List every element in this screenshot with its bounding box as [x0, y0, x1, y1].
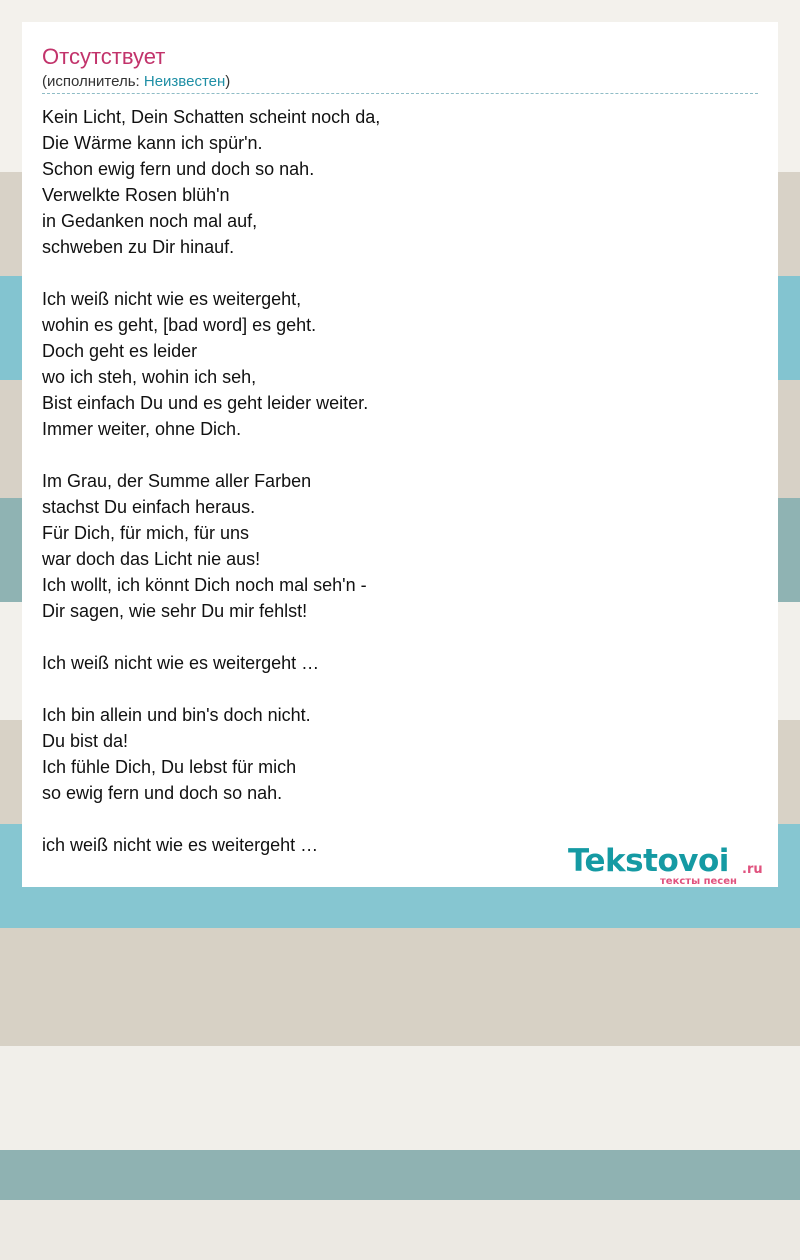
stanza-break — [42, 260, 758, 286]
lyric-line: Dir sagen, wie sehr Du mir fehlst! — [42, 601, 308, 621]
lyrics-card — [22, 22, 778, 887]
background-stripe — [0, 1150, 800, 1200]
logo-wordmark: Tekstovoi — [568, 843, 729, 879]
lyric-line: stachst Du einfach heraus. — [42, 497, 256, 517]
performer-line — [42, 73, 230, 91]
lyric-line: Immer weiter, ohne Dich. — [42, 419, 242, 439]
performer-suffix: ) — [225, 73, 231, 90]
stanza-break — [42, 676, 758, 702]
lyric-line: Ich bin allein und bin's doch nicht. — [42, 705, 311, 725]
lyric-line: war doch das Licht nie aus! — [42, 549, 261, 569]
lyric-line: Bist einfach Du und es geht leider weiter. — [42, 393, 369, 413]
stanza-break — [42, 442, 758, 468]
stanza-break — [42, 624, 758, 650]
site-logo[interactable] — [568, 842, 778, 890]
lyric-line: Im Grau, der Summe aller Farben — [42, 471, 312, 491]
lyric-line: Ich weiß nicht wie es weitergeht, — [42, 289, 302, 309]
background-stripe — [0, 1046, 800, 1150]
lyric-line: Die Wärme kann ich spür'n. — [42, 133, 263, 153]
lyric-line: in Gedanken noch mal auf, — [42, 211, 258, 231]
stanza-break — [42, 806, 758, 832]
lyric-line: Kein Licht, Dein Schatten scheint noch da, — [42, 107, 381, 127]
lyric-line: Ich fühle Dich, Du lebst für mich — [42, 757, 297, 777]
background-stripe — [0, 1200, 800, 1260]
lyric-line: Ich wollt, ich könnt Dich noch mal seh'n - — [42, 575, 367, 595]
song-title: Отсутствует — [42, 44, 166, 69]
lyric-line: wohin es geht, [bad word] es geht. — [42, 315, 317, 335]
lyric-line: Du bist da! — [42, 731, 129, 751]
lyric-line: Schon ewig fern und doch so nah. — [42, 159, 315, 179]
lyric-line: Ich weiß nicht wie es weitergeht … — [42, 653, 320, 673]
background-stripe — [0, 928, 800, 1046]
lyric-line: schweben zu Dir hinauf. — [42, 237, 235, 257]
lyric-line: wo ich steh, wohin ich seh, — [42, 367, 257, 387]
performer-prefix: (исполнитель: — [42, 73, 144, 90]
lyric-line: ich weiß nicht wie es weitergeht … — [42, 835, 319, 855]
logo-tagline: тексты песен — [660, 876, 737, 887]
lyrics-text — [42, 104, 758, 858]
logo-domain: .ru — [742, 862, 763, 877]
lyric-line: Für Dich, für mich, für uns — [42, 523, 250, 543]
lyric-line: Doch geht es leider — [42, 341, 198, 361]
performer-link[interactable]: Неизвестен — [143, 73, 226, 90]
lyric-line: so ewig fern und doch so nah. — [42, 783, 283, 803]
title-divider — [42, 93, 758, 94]
lyric-line: Verwelkte Rosen blüh'n — [42, 185, 230, 205]
